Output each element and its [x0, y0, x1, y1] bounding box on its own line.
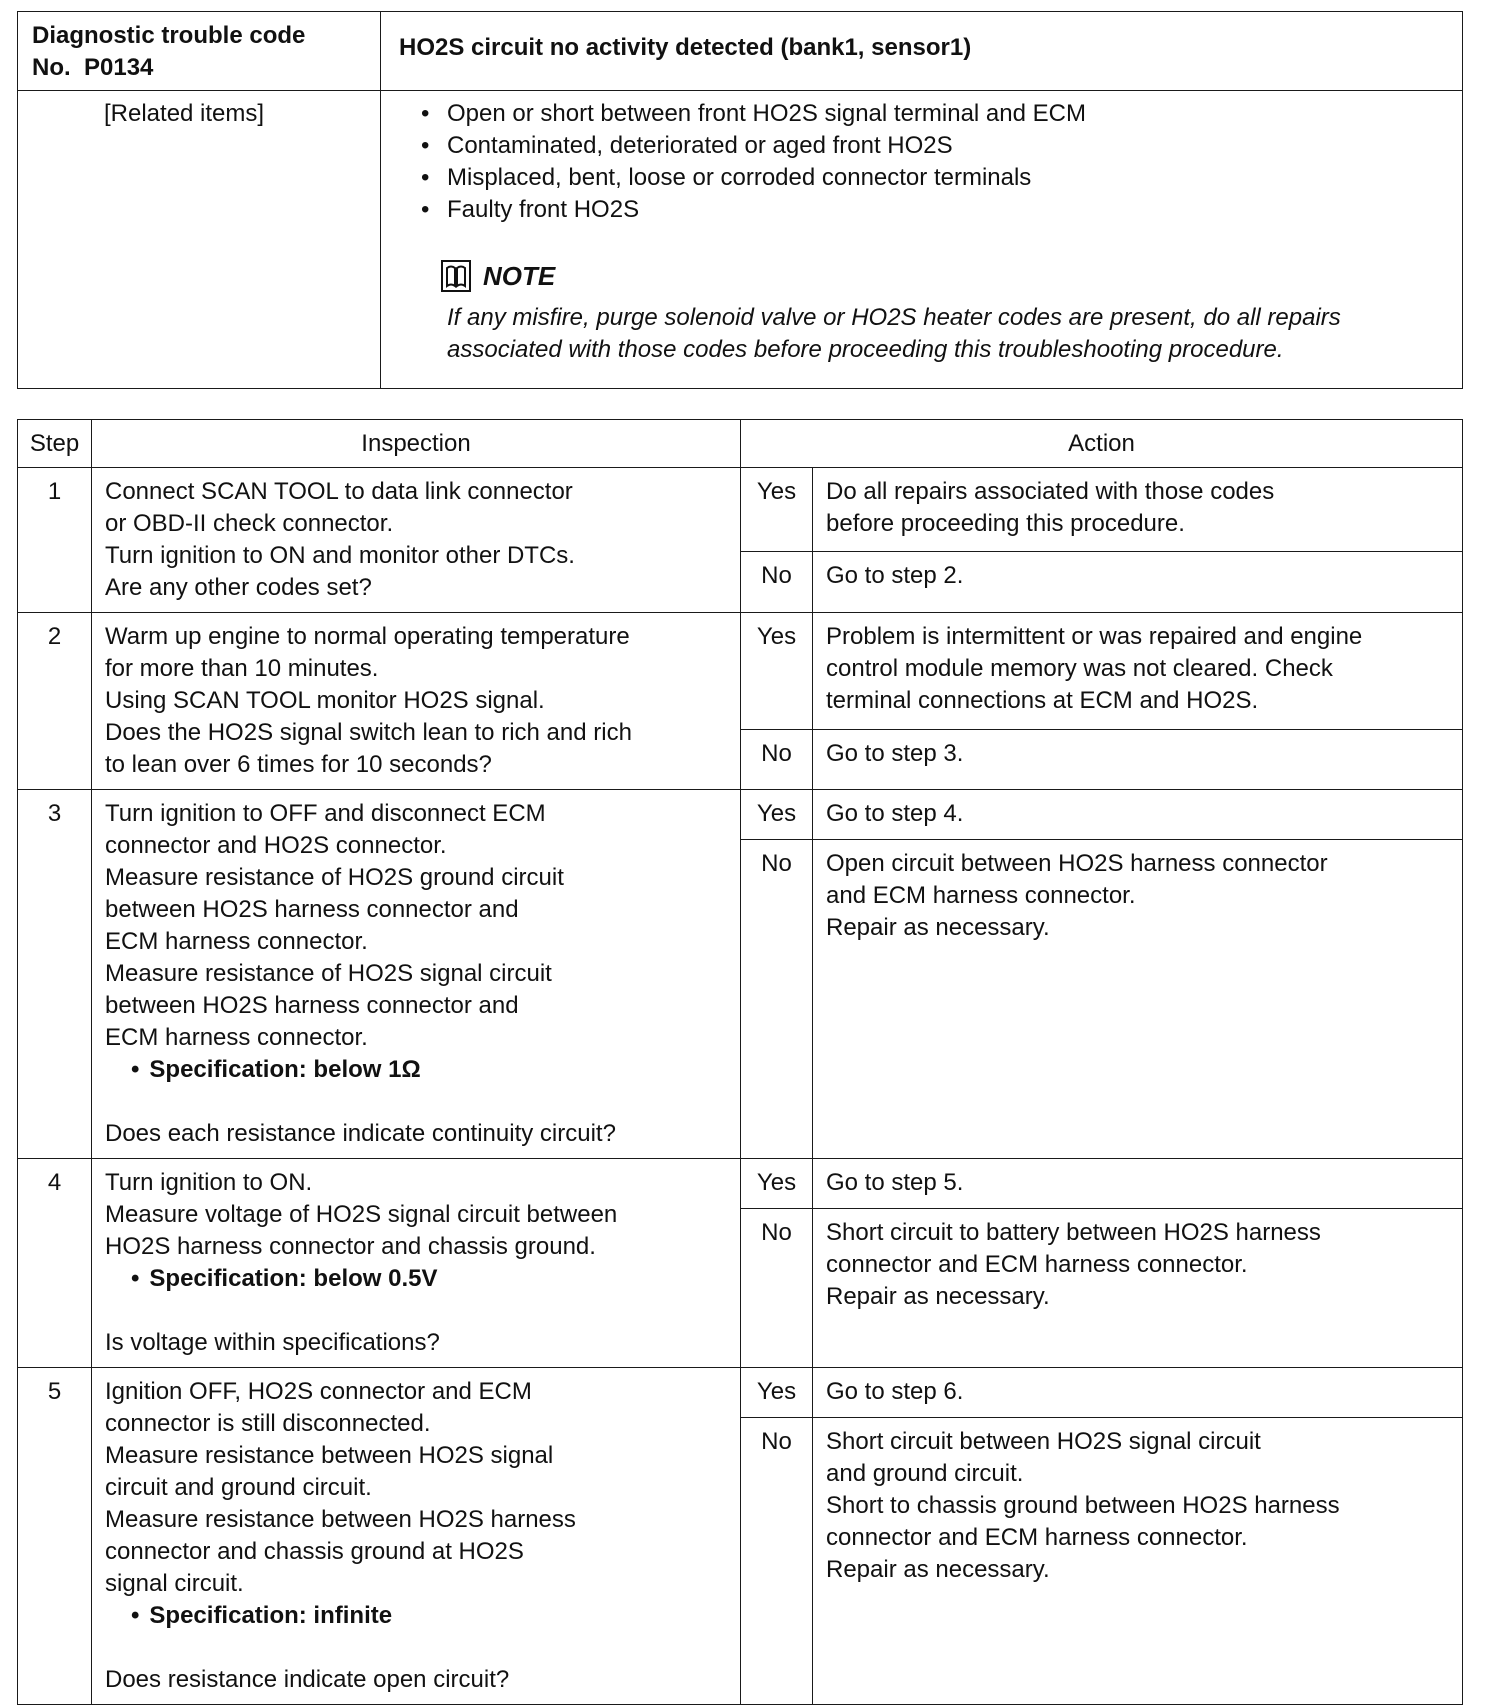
- yes-action: [813, 790, 1463, 840]
- yes-action: [813, 613, 1463, 730]
- related-items-list: [419, 98, 1452, 226]
- yes-label: Yes: [741, 790, 813, 840]
- inspection-line: Does the HO2S signal switch lean to rich and rich: [105, 719, 632, 746]
- inspection-line: HO2S harness connector and chassis ground.: [105, 1233, 596, 1260]
- specification: • Specification: below 1Ω: [105, 1054, 730, 1086]
- action-line: Go to step 2.: [826, 562, 964, 590]
- action-line: connector and ECM harness connector.: [826, 1251, 1248, 1279]
- col-header-step: Step: [18, 420, 92, 468]
- related-item: • Contaminated, deteriorated or aged front HO2S: [419, 130, 1452, 162]
- dtc-label-line1: Diagnostic trouble code: [32, 22, 306, 49]
- table-row: [18, 468, 1463, 552]
- note-text: [447, 302, 1452, 366]
- action-line: terminal connections at ECM and HO2S.: [826, 687, 1259, 714]
- dtc-header-table: [17, 11, 1463, 389]
- inspection-line: Measure voltage of HO2S signal circuit between: [105, 1201, 618, 1228]
- inspection-line: Measure resistance of HO2S signal circuit: [105, 960, 552, 987]
- note-line: associated with those codes before proceeding this troubleshooting procedure.: [447, 336, 1284, 363]
- table-row: [18, 790, 1463, 840]
- step-number: 4: [18, 1159, 92, 1368]
- yes-label: Yes: [741, 613, 813, 730]
- yes-action: [813, 1159, 1463, 1209]
- action-line: Go to step 5.: [826, 1169, 964, 1196]
- action-line: Repair as necessary.: [826, 913, 1050, 941]
- action-line: and ground circuit.: [826, 1459, 1024, 1487]
- spacer: [105, 1632, 730, 1664]
- step-inspection: [92, 468, 741, 613]
- related-items-cell: [381, 91, 1463, 389]
- inspection-line: Warm up engine to normal operating temperature: [105, 623, 630, 650]
- step-number: 1: [18, 468, 92, 613]
- inspection-line: connector and HO2S connector.: [105, 832, 447, 859]
- related-items-label: [Related items]: [18, 91, 381, 389]
- action-line: Go to step 3.: [826, 739, 964, 767]
- inspection-question: Does resistance indicate open circuit?: [105, 1666, 510, 1693]
- action-line: Do all repairs associated with those codes: [826, 478, 1275, 505]
- inspection-line: ECM harness connector.: [105, 1024, 368, 1051]
- inspection-line: for more than 10 minutes.: [105, 655, 379, 682]
- yes-label: Yes: [741, 468, 813, 552]
- no-action: [813, 1417, 1463, 1704]
- inspection-line: or OBD-II check connector.: [105, 510, 394, 537]
- inspection-line: connector and chassis ground at HO2S: [105, 1538, 524, 1565]
- action-line: Repair as necessary.: [826, 1555, 1050, 1583]
- inspection-line: circuit and ground circuit.: [105, 1474, 372, 1501]
- spacer: [105, 1086, 730, 1118]
- dtc-label-cell: [18, 12, 381, 91]
- inspection-question: Is voltage within specifications?: [105, 1329, 440, 1356]
- related-item: • Misplaced, bent, loose or corroded connector terminals: [419, 162, 1452, 194]
- table-row: [18, 613, 1463, 730]
- dtc-code: No. P0134: [32, 54, 154, 81]
- inspection-line: connector is still disconnected.: [105, 1410, 431, 1437]
- inspection-line: Ignition OFF, HO2S connector and ECM: [105, 1378, 532, 1405]
- yes-label: Yes: [741, 1159, 813, 1209]
- inspection-line: between HO2S harness connector and: [105, 896, 519, 923]
- no-label: No: [741, 552, 813, 613]
- header-row: [18, 420, 1463, 468]
- action-line: Short circuit between HO2S signal circuit: [826, 1427, 1261, 1455]
- inspection-line: signal circuit.: [105, 1570, 244, 1597]
- col-header-action: Action: [741, 420, 1463, 468]
- no-label: No: [741, 729, 813, 789]
- no-label: No: [741, 1209, 813, 1368]
- related-item: • Open or short between front HO2S signal terminal and ECM: [419, 98, 1452, 130]
- step-number: 5: [18, 1368, 92, 1705]
- action-line: and ECM harness connector.: [826, 881, 1136, 909]
- step-number: 3: [18, 790, 92, 1159]
- book-icon: [441, 260, 471, 292]
- inspection-line: Turn ignition to ON.: [105, 1169, 313, 1196]
- table-row: [18, 1368, 1463, 1418]
- yes-action: [813, 468, 1463, 552]
- step-inspection: [92, 1368, 741, 1705]
- step-inspection: [92, 790, 741, 1159]
- action-line: Short circuit to battery between HO2S harness: [826, 1219, 1321, 1247]
- inspection-line: between HO2S harness connector and: [105, 992, 519, 1019]
- yes-action: [813, 1368, 1463, 1418]
- no-label: No: [741, 839, 813, 1158]
- no-action: [813, 1209, 1463, 1368]
- inspection-line: Turn ignition to OFF and disconnect ECM: [105, 800, 546, 827]
- spacer: [105, 1295, 730, 1327]
- note-line: If any misfire, purge solenoid valve or HO2S heater codes are present, do all repairs: [447, 304, 1341, 331]
- step-inspection: [92, 1159, 741, 1368]
- inspection-line: ECM harness connector.: [105, 928, 368, 955]
- action-line: Go to step 4.: [826, 800, 964, 827]
- dtc-title: HO2S circuit no activity detected (bank1, sensor1): [381, 12, 1463, 91]
- related-item: • Faulty front HO2S: [419, 194, 1452, 226]
- action-line: Repair as necessary.: [826, 1283, 1050, 1311]
- no-action: [813, 839, 1463, 1158]
- note-heading: [441, 260, 1452, 292]
- inspection-line: Measure resistance between HO2S signal: [105, 1442, 554, 1469]
- inspection-line: Measure resistance of HO2S ground circuit: [105, 864, 564, 891]
- procedure-table: [17, 419, 1463, 1705]
- action-line: control module memory was not cleared. Check: [826, 655, 1333, 682]
- table-row: [18, 1159, 1463, 1209]
- inspection-line: Turn ignition to ON and monitor other DTCs.: [105, 542, 575, 569]
- inspection-question: Does each resistance indicate continuity circuit?: [105, 1120, 616, 1147]
- step-number: 2: [18, 613, 92, 790]
- action-line: Problem is intermittent or was repaired and engine: [826, 623, 1363, 650]
- note-label: NOTE: [483, 261, 556, 291]
- specification: • Specification: below 0.5V: [105, 1263, 730, 1295]
- no-label: No: [741, 1417, 813, 1704]
- action-line: Go to step 6.: [826, 1378, 964, 1405]
- action-line: connector and ECM harness connector.: [826, 1523, 1248, 1551]
- inspection-line: Measure resistance between HO2S harness: [105, 1506, 576, 1533]
- inspection-line: Using SCAN TOOL monitor HO2S signal.: [105, 687, 545, 714]
- inspection-line: Are any other codes set?: [105, 574, 372, 601]
- yes-label: Yes: [741, 1368, 813, 1418]
- no-action: [813, 552, 1463, 613]
- action-line: Short to chassis ground between HO2S harness: [826, 1491, 1340, 1519]
- specification: • Specification: infinite: [105, 1600, 730, 1632]
- action-line: before proceeding this procedure.: [826, 510, 1185, 537]
- inspection-line: Connect SCAN TOOL to data link connector: [105, 478, 573, 505]
- action-line: Open circuit between HO2S harness connector: [826, 849, 1328, 877]
- inspection-line: to lean over 6 times for 10 seconds?: [105, 751, 492, 778]
- step-inspection: [92, 613, 741, 790]
- no-action: [813, 729, 1463, 789]
- col-header-inspection: Inspection: [92, 420, 741, 468]
